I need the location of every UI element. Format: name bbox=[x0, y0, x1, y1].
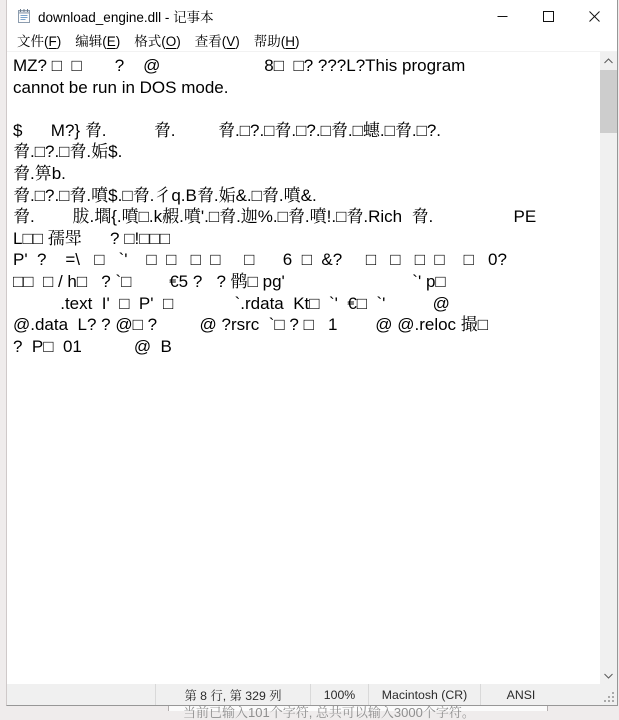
menu-item-file[interactable]: 文件(F) bbox=[17, 33, 62, 49]
text-line: cannot be run in DOS mode. bbox=[13, 77, 229, 97]
scrollbar-thumb[interactable] bbox=[600, 70, 617, 133]
background-window-sliver bbox=[0, 705, 619, 720]
text-line: ? P□ 01 @ B bbox=[13, 336, 172, 356]
text-line bbox=[13, 98, 600, 120]
window-controls bbox=[479, 0, 617, 32]
menu-bar bbox=[7, 32, 617, 52]
status-line-ending: Macintosh (CR) bbox=[381, 687, 468, 702]
text-line: MZ? □ □ ? @ 8□ □? ???L?This program bbox=[13, 56, 466, 75]
maximize-icon bbox=[543, 11, 554, 22]
background-window-text: 当前已输入101个字符, 总共可以输入3000个字符。 bbox=[183, 705, 475, 720]
resize-grip-icon[interactable] bbox=[604, 692, 614, 702]
menu-item-view[interactable]: 查看(V) bbox=[194, 33, 240, 49]
chevron-down-icon bbox=[604, 673, 613, 679]
close-icon bbox=[589, 11, 600, 22]
text-line: □□ □ / h□ ? `□ €5 ? ? 鹘□ pg' `' p□ bbox=[13, 271, 446, 291]
notepad-window bbox=[6, 0, 618, 706]
title-bar[interactable] bbox=[7, 0, 617, 32]
text-line: 脅.□?.□脅.噴$.□脅.彳q.B脅.姤&.□脅.噴&. bbox=[13, 185, 317, 205]
text-line: @.data L? ? @□ ? @ ?rsrc `□ ? □ 1 @ @.reloc 撮□ bbox=[13, 315, 489, 335]
vertical-scrollbar[interactable] bbox=[600, 52, 617, 684]
text-area[interactable] bbox=[7, 52, 600, 684]
minimize-button[interactable] bbox=[479, 0, 525, 32]
background-window-box bbox=[168, 705, 548, 720]
text-line: .text I' □ P' □ `.rdata Kt□ `' €□ `' @ bbox=[13, 293, 450, 313]
status-rest bbox=[561, 684, 617, 705]
menu-item-help[interactable]: 帮助(H) bbox=[253, 33, 300, 49]
chevron-up-icon bbox=[604, 58, 613, 64]
status-spacer bbox=[7, 684, 155, 705]
text-line: 脅. 胈.壛{.噴□.k赮.噴'.□脅.迦%.□脅.噴!.□脅.Rich 脅. PE bbox=[13, 207, 537, 227]
close-button[interactable] bbox=[571, 0, 617, 32]
minimize-icon bbox=[497, 11, 508, 22]
menu-item-format[interactable]: 格式(O) bbox=[134, 33, 181, 49]
status-line-col: 第 8 行, 第 329 列 bbox=[184, 688, 282, 703]
text-line: P' ? =\ □ `' □ □ □ □ □ 6 □ &? □ □ □ □ □ 0? bbox=[13, 250, 507, 270]
status-encoding: ANSI bbox=[506, 687, 536, 702]
scroll-down-button[interactable] bbox=[600, 667, 617, 684]
text-line: L□□ 孺斝 ? □!□□□ bbox=[13, 228, 171, 248]
notepad-icon bbox=[16, 8, 32, 24]
text-line: 脅.箅b. bbox=[13, 163, 66, 183]
scroll-up-button[interactable] bbox=[600, 52, 617, 69]
menu-item-edit[interactable]: 编辑(E) bbox=[75, 33, 121, 49]
text-line: 脅.□?.□脅.姤$. bbox=[13, 142, 123, 162]
text-line: $ M?} 脅. 脅. 脅.□?.□脅.□?.□脅.□蟪.□脅.□?. bbox=[13, 120, 442, 140]
maximize-button[interactable] bbox=[525, 0, 571, 32]
status-bar bbox=[7, 684, 617, 705]
window-title: download_engine.dll - 记事本 bbox=[38, 10, 214, 25]
status-zoom: 100% bbox=[323, 687, 356, 702]
